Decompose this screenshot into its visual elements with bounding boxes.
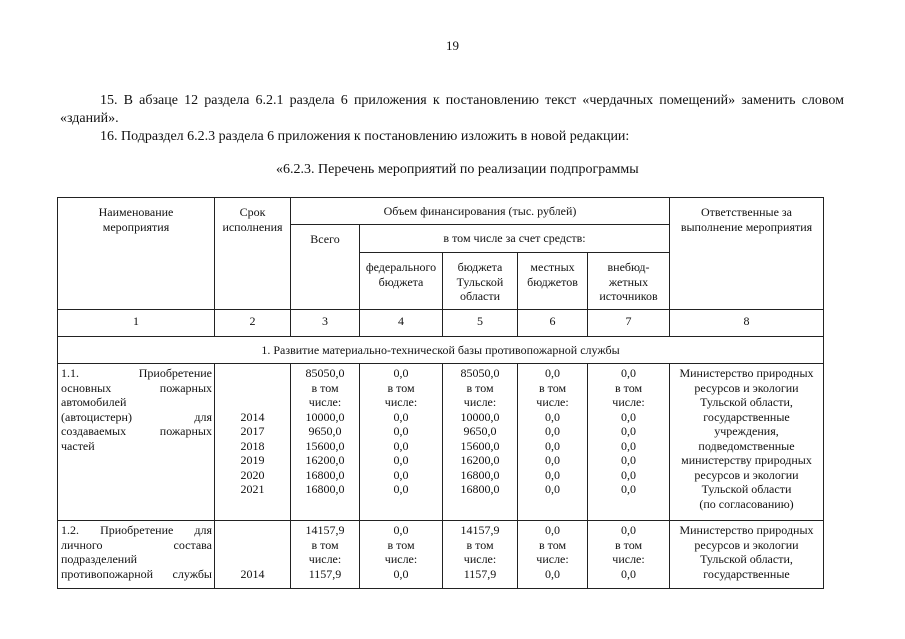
cell-line: (по согласованию) (699, 496, 794, 511)
cell-line: 0,0 (393, 409, 409, 424)
cell-line: 2018 (240, 438, 265, 453)
cell-line: 16800,0 (460, 467, 500, 482)
cell-line: 9650,0 (463, 424, 497, 438)
cell-line: 2014 (240, 566, 265, 581)
cell-line: 0,0 (621, 366, 636, 380)
federal-cell (360, 364, 443, 521)
paragraph-15: 15. В абзаце 12 раздела 6.2.1 раздела 6 приложения к постановлению текст «чердачных помещений» заменить словом «зданий». (60, 93, 844, 126)
column-number: 7 (588, 310, 670, 337)
header-local: местных бюджетов (518, 253, 588, 310)
cell-line: Тульской области, (700, 395, 793, 409)
cell-line: числе: (536, 395, 569, 409)
cell-line: числе: (463, 552, 497, 566)
regional-cell (443, 521, 518, 589)
cell-line: 0,0 (545, 409, 560, 424)
cell-line: 0,0 (545, 366, 560, 380)
cell-line: 0,0 (621, 566, 636, 581)
cell-line: 0,0 (621, 424, 636, 438)
section-heading: «6.2.3. Перечень мероприятий по реализации подпрограммы (276, 162, 639, 177)
cell-line: 0,0 (621, 467, 636, 482)
extrabudget-cell (588, 364, 670, 521)
section-title-row: 1. Развитие материально-технической базы противопожарной службы (58, 337, 824, 364)
cell-line: 0,0 (545, 424, 560, 438)
cell-line: 9650,0 (308, 424, 342, 438)
table-row (58, 521, 824, 589)
cell-line: 0,0 (393, 467, 409, 482)
cell-line (215, 552, 290, 567)
cell-line: 2019 (240, 453, 265, 467)
cell-line: в том (538, 380, 567, 395)
cell-line: 16800,0 (305, 467, 345, 482)
cell-line: подведомственные (698, 438, 795, 453)
local-cell (518, 364, 588, 521)
cell-line: 2020 (240, 467, 265, 482)
header-name: Наименование мероприятия (58, 198, 215, 310)
cell-line: 85050,0 (460, 366, 500, 380)
federal-cell (360, 521, 443, 589)
cell-line: 0,0 (621, 523, 636, 537)
cell-line: 0,0 (393, 453, 409, 467)
cell-line: 16200,0 (305, 453, 345, 467)
cell-line: 10000,0 (460, 409, 500, 424)
header-term: Срок исполнения (215, 198, 291, 310)
column-number: 1 (58, 310, 215, 337)
cell-line: 0,0 (545, 566, 560, 581)
years-cell (215, 521, 291, 589)
cell-line (215, 381, 290, 396)
cell-line: 14157,9 (460, 523, 500, 537)
cell-line: 0,0 (621, 438, 636, 453)
cell-line: 16800,0 (460, 482, 500, 496)
cell-line: 0,0 (545, 438, 560, 453)
cell-line: 14157,9 (305, 523, 345, 537)
cell-line: Тульской области, (700, 552, 793, 566)
cell-line: Министерство природных (679, 366, 814, 380)
paragraph-16: 16. Подраздел 6.2.3 раздела 6 приложения к постановлению изложить в новой редакции: (100, 129, 630, 144)
cell-line: Тульской области (701, 482, 792, 496)
table-row (58, 364, 824, 521)
activity-name: 1.2. Приобретение для личного состава подразделений противопожарной службы (58, 521, 215, 589)
responsible-cell (670, 521, 824, 589)
cell-line: 10000,0 (305, 409, 345, 424)
total-cell (291, 521, 360, 589)
page-number: 19 (446, 38, 459, 53)
cell-line: 2017 (240, 424, 265, 438)
column-number: 5 (443, 310, 518, 337)
cell-line: 1157,9 (308, 566, 342, 581)
cell-line: в том (614, 380, 643, 395)
cell-line: 0,0 (545, 482, 560, 496)
column-number: 3 (291, 310, 360, 337)
cell-line: в том (538, 537, 567, 552)
cell-line (215, 523, 290, 538)
cell-line: министерству природных (681, 453, 812, 467)
cell-line: 0,0 (545, 523, 560, 537)
cell-line: 0,0 (545, 467, 560, 482)
cell-line: 0,0 (621, 453, 636, 467)
cell-line (215, 395, 290, 410)
total-cell (291, 364, 360, 521)
cell-line (215, 366, 290, 381)
cell-line: 0,0 (393, 438, 409, 453)
cell-line: числе: (384, 395, 418, 409)
cell-line: 16800,0 (305, 482, 345, 496)
cell-line: в том (311, 380, 339, 395)
cell-line: в том (387, 380, 415, 395)
cell-line: ресурсов и экологии (694, 380, 799, 395)
cell-line: 15600,0 (460, 438, 500, 453)
column-number: 4 (360, 310, 443, 337)
cell-line: числе: (612, 552, 645, 566)
header-extrabudget: внебюд- жетных источников (588, 253, 670, 310)
column-number: 2 (215, 310, 291, 337)
cell-line: 85050,0 (305, 366, 345, 380)
cell-line: государственные (703, 409, 790, 424)
cell-line: в том (311, 537, 339, 552)
cell-line: 0,0 (393, 366, 409, 380)
responsible-cell (670, 364, 824, 521)
cell-line: числе: (536, 552, 569, 566)
column-number: 6 (518, 310, 588, 337)
cell-line: 0,0 (393, 523, 409, 537)
cell-line: 0,0 (393, 482, 409, 496)
cell-line: числе: (463, 395, 497, 409)
cell-line: Министерство природных (679, 523, 814, 537)
cell-line: учреждения, (714, 424, 779, 438)
header-total: Всего (291, 225, 360, 310)
cell-line: ресурсов и экологии (694, 467, 799, 482)
header-including: в том числе за счет средств: (360, 225, 670, 253)
cell-line: числе: (308, 395, 342, 409)
cell-line: 2014 (240, 409, 265, 424)
cell-line: 0,0 (621, 482, 636, 496)
cell-line: числе: (308, 552, 342, 566)
cell-line (215, 538, 290, 553)
cell-line: в том (466, 380, 494, 395)
activities-table (57, 197, 824, 589)
cell-line: 0,0 (393, 566, 409, 581)
cell-line: ресурсов и экологии (694, 537, 799, 552)
extrabudget-cell (588, 521, 670, 589)
cell-line: 0,0 (393, 424, 409, 438)
header-responsible: Ответственные за выполнение мероприятия (670, 198, 824, 310)
cell-line: государственные (703, 566, 790, 581)
cell-line: в том (387, 537, 415, 552)
cell-line: 0,0 (621, 409, 636, 424)
cell-line: 1157,9 (463, 566, 497, 581)
column-number: 8 (670, 310, 824, 337)
years-cell (215, 364, 291, 521)
cell-line: числе: (612, 395, 645, 409)
cell-line: 16200,0 (460, 453, 500, 467)
cell-line: в том (614, 537, 643, 552)
cell-line: 0,0 (545, 453, 560, 467)
header-volume: Объем финансирования (тыс. рублей) (291, 198, 670, 225)
cell-line: в том (466, 537, 494, 552)
column-numbers-row (58, 310, 824, 337)
cell-line: числе: (384, 552, 418, 566)
activity-name: 1.1. Приобретение основных пожарных автомобилей (автоцистерн) для создаваемых пожарных частей (58, 364, 215, 521)
cell-line: 15600,0 (305, 438, 345, 453)
local-cell (518, 521, 588, 589)
regional-cell (443, 364, 518, 521)
header-federal: федерального бюджета (360, 253, 443, 310)
cell-line: 2021 (240, 482, 265, 496)
header-regional: бюджета Тульской области (443, 253, 518, 310)
